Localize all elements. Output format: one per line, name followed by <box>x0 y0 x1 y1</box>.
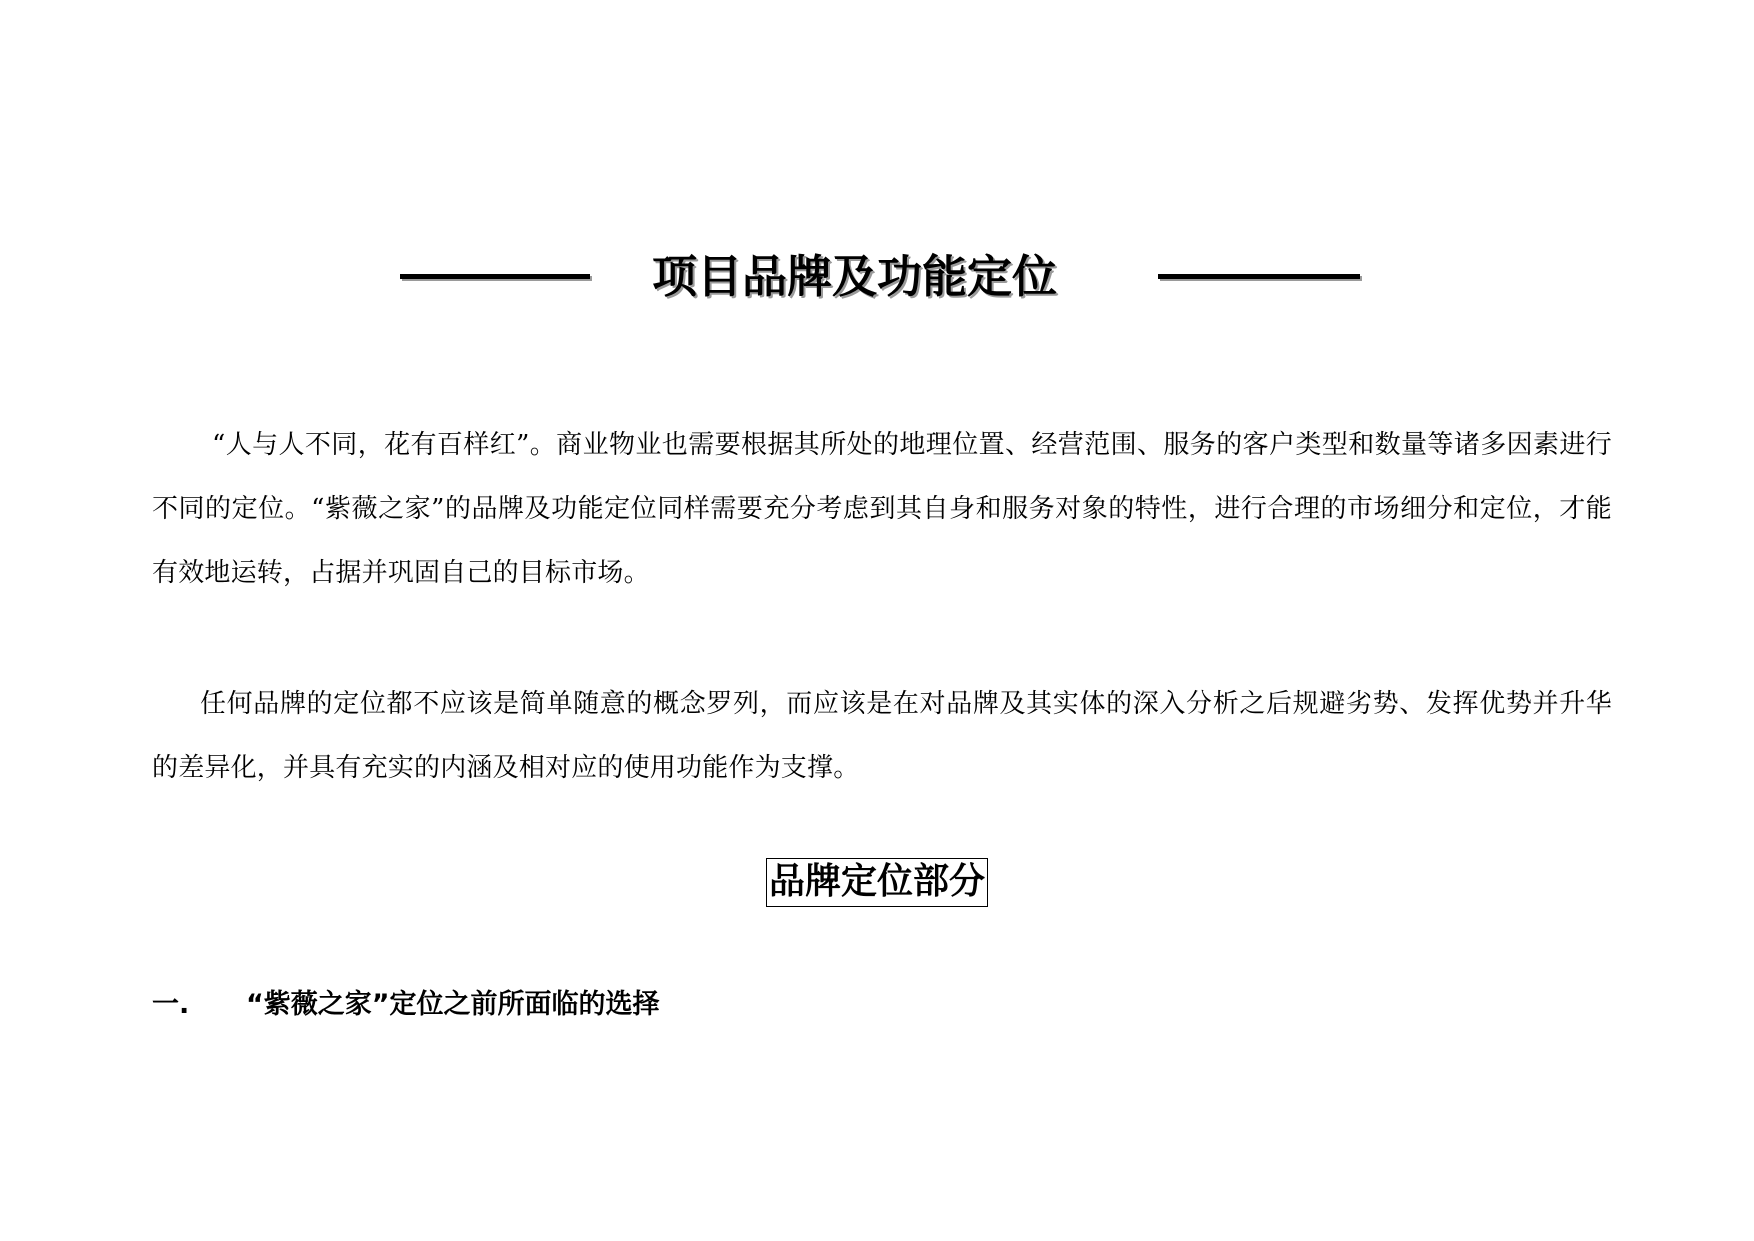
page-title: 项目品牌及功能定位 <box>652 250 1058 303</box>
subheading-number: 一. <box>152 989 190 1020</box>
paragraph-intro: “人与人不同，花有百样红”。商业物业也需要根据其所处的地理位置、经营范围、服务的客户类型和数量等诸多因素进行不同的定位。“紫薇之家”的品牌及功能定位同样需要充分考虑到其自身和服务对象的特性，进行合理的市场细分和定位，才能有效地运转，占据并巩固自己的目标市场。 <box>152 430 1612 588</box>
paragraph-positioning: 任何品牌的定位都不应该是简单随意的概念罗列，而应该是在对品牌及其实体的深入分析之后规避劣势、发挥优势并升华的差异化，并具有充实的内涵及相对应的使用功能作为支撑。 <box>152 689 1612 783</box>
title-left-rule <box>400 274 590 279</box>
title-right-rule <box>1158 274 1360 279</box>
section-heading-brand-positioning: 品牌定位部分 <box>766 858 988 907</box>
title-row <box>400 248 1360 308</box>
subheading-text: “紫薇之家”定位之前所面临的选择 <box>246 989 660 1020</box>
